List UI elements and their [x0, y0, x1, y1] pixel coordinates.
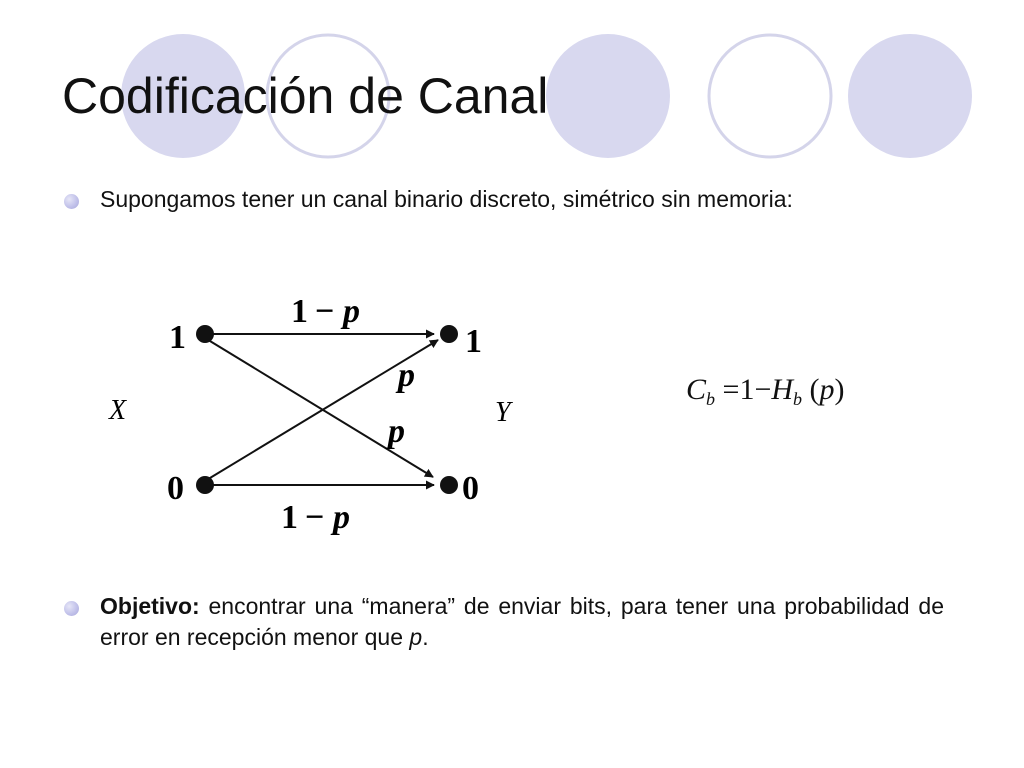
formula-close-paren: ): [834, 373, 845, 406]
top-label-p: p: [343, 293, 360, 330]
objective-label: Objetivo:: [100, 593, 200, 619]
top-label-one: 1: [291, 293, 308, 330]
input-variable: X: [109, 395, 127, 426]
slide-title: Codificación de Canal: [62, 68, 549, 124]
bullet-item-2: [64, 591, 944, 653]
input-symbol-1: 1: [169, 319, 186, 356]
bottom-label-one: 1: [281, 499, 298, 536]
bullet-icon: [64, 194, 79, 209]
formula-capacity-subscript: b: [706, 389, 716, 409]
output-variable: Y: [495, 397, 511, 428]
bullet-text-1: Supongamos tener un canal binario discreto, simétrico sin memoria:: [100, 186, 793, 212]
ring-circle-2: [709, 35, 831, 157]
formula-one: 1: [739, 373, 755, 406]
formula-entropy-subscript: b: [793, 389, 803, 409]
output-symbol-1: 1: [465, 323, 482, 360]
formula-entropy-symbol: H: [771, 373, 794, 406]
output-symbol-0: 0: [462, 470, 479, 507]
formula-equals: =: [722, 373, 740, 406]
top-transition-label: [291, 293, 360, 330]
bottom-label-minus: −: [305, 499, 325, 536]
bullet-text-2: [100, 591, 944, 653]
cross-label-upper: p: [398, 357, 415, 394]
bullet-icon: [64, 601, 79, 616]
formula-argument: p: [819, 373, 835, 406]
formula-open-paren: (: [809, 373, 820, 406]
filled-circle-3: [848, 34, 972, 158]
bullet-item-1: [64, 184, 944, 215]
objective-text: encontrar una “manera” de enviar bits, para tener una probabilidad de error en recepción menor que: [100, 593, 944, 650]
objective-tail: .: [422, 624, 429, 650]
formula-capacity-symbol: C: [686, 373, 707, 406]
objective-variable: p: [409, 624, 423, 650]
input-node-1: [196, 325, 214, 343]
binary-symmetric-channel-diagram: [95, 280, 535, 545]
output-node-1: [440, 325, 458, 343]
bottom-label-p: p: [333, 499, 350, 536]
capacity-formula: [686, 370, 845, 410]
input-node-0: [196, 476, 214, 494]
output-node-0: [440, 476, 458, 494]
formula-minus: −: [754, 373, 772, 406]
input-symbol-0: 0: [167, 470, 184, 507]
bottom-transition-label: [281, 499, 350, 536]
cross-label-lower: p: [388, 413, 405, 450]
filled-circle-2: [546, 34, 670, 158]
top-label-minus: −: [315, 293, 335, 330]
